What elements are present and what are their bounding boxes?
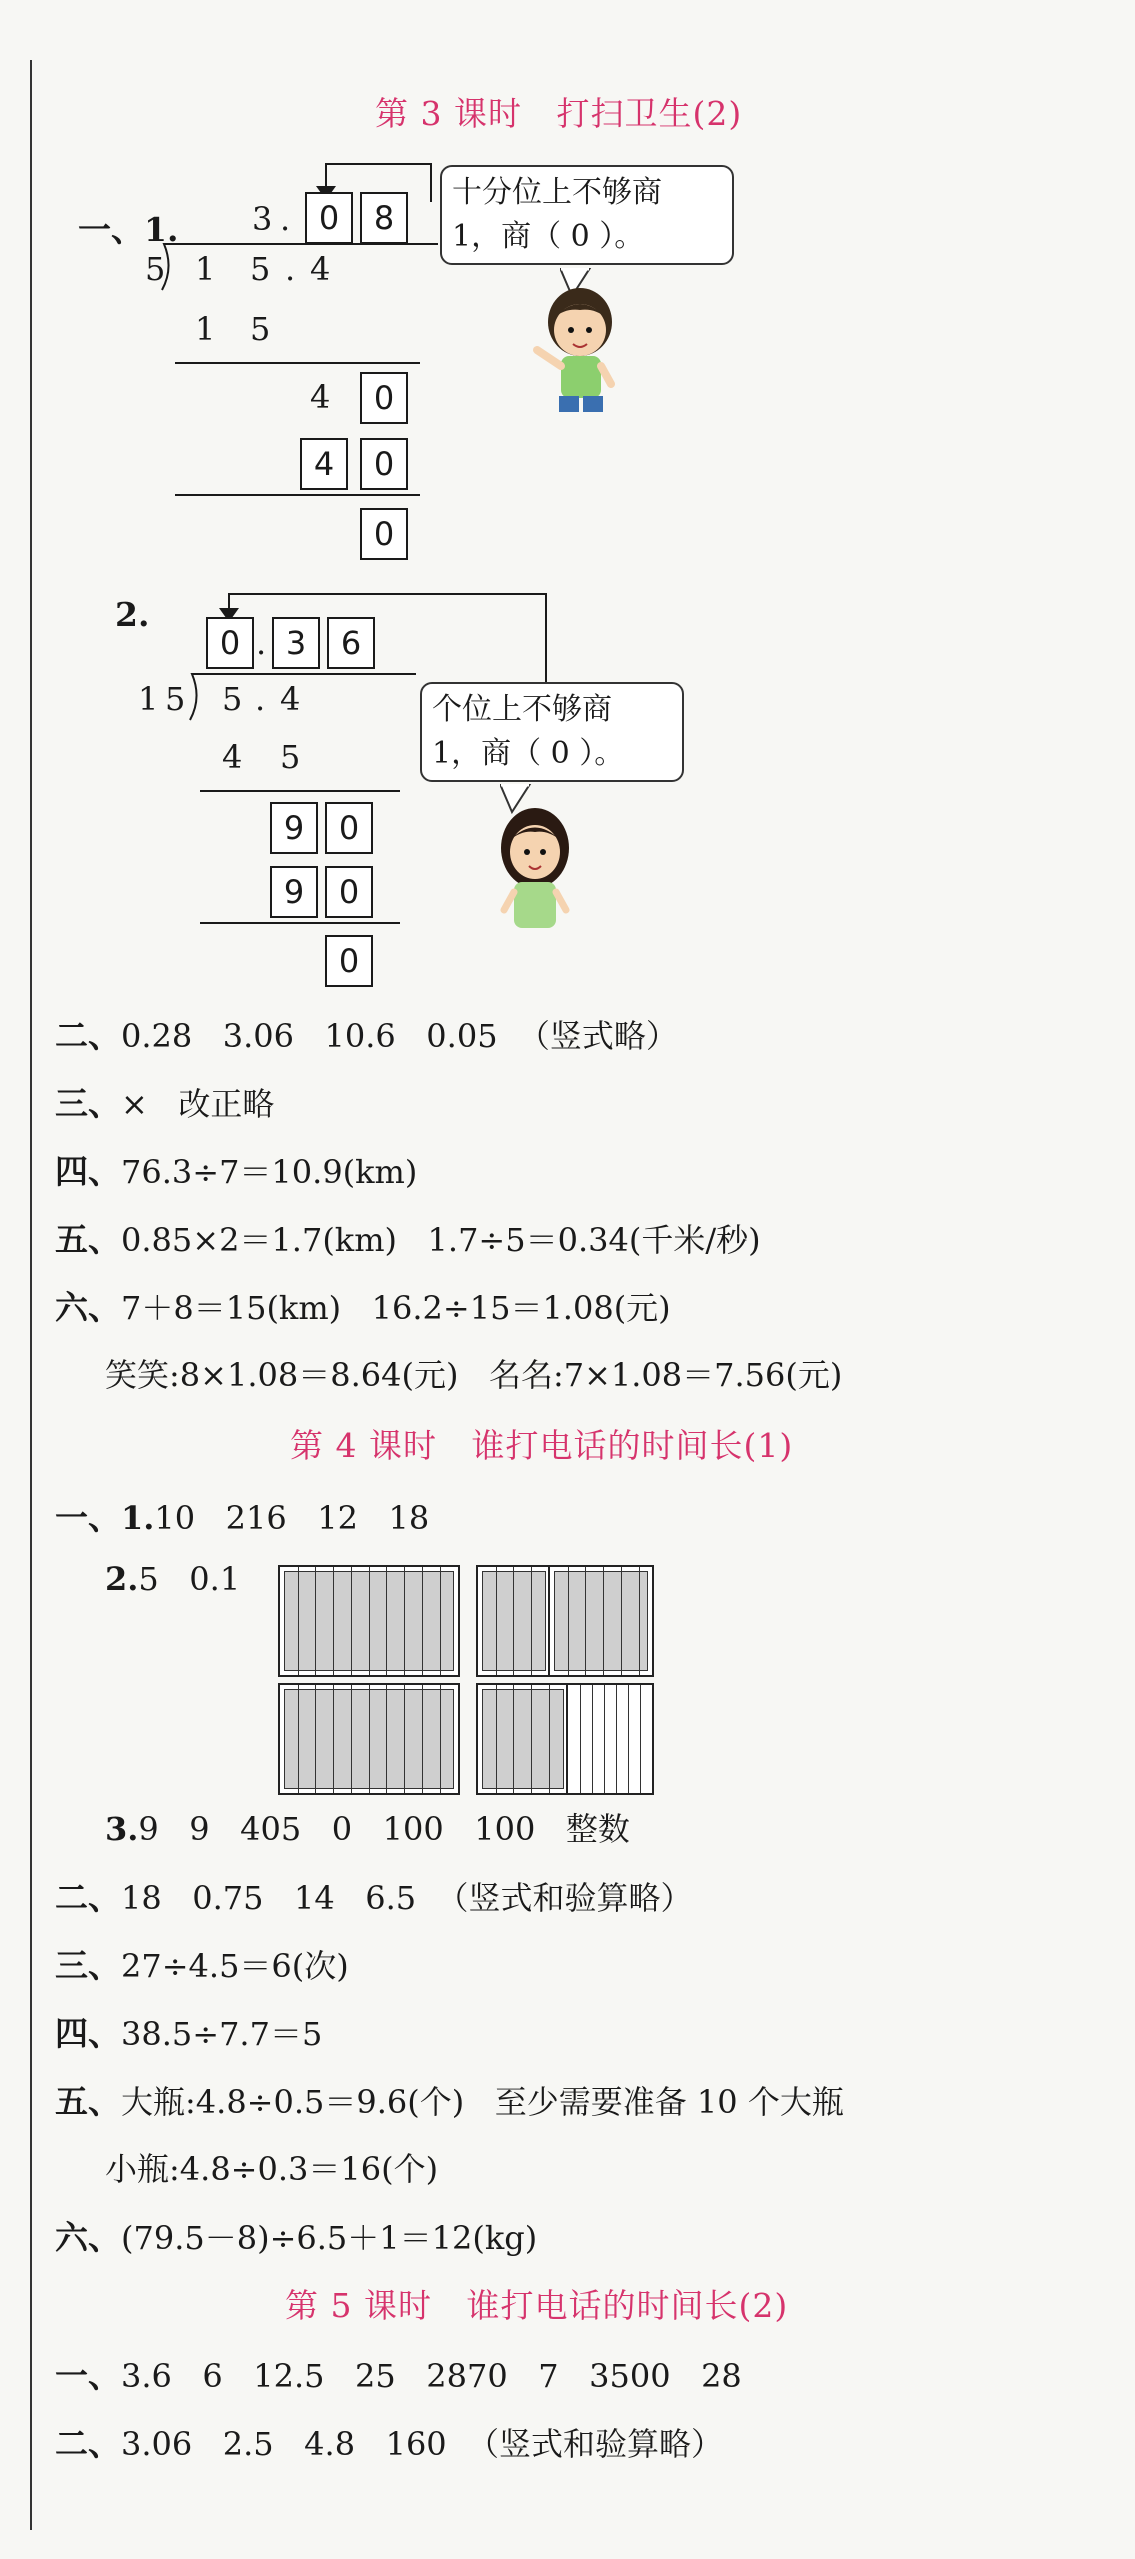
answer-line <box>55 1010 678 1057</box>
answer-line <box>55 1940 349 1987</box>
q1-dividend-digit: 5 <box>250 250 271 288</box>
q1-step3-box: 4 <box>300 438 348 490</box>
q2-remainder-box: 0 <box>325 935 373 987</box>
bubble-line: 1，商（ 0 ）。 <box>432 736 625 771</box>
q2-speech-bubble <box>420 682 684 782</box>
answer-line <box>55 2418 723 2465</box>
grid-panel <box>548 1565 654 1677</box>
lesson4-title: 第 4 课时 谁打电话的时间长(1) <box>290 1426 794 1465</box>
q1-speech-bubble <box>440 165 734 265</box>
girl-character-icon <box>490 800 580 940</box>
answer-text: 3.06 2.5 4.8 160 （竖式和验算略） <box>121 2425 724 2463</box>
answer-text: 10 216 12 18 <box>154 1499 430 1537</box>
q2-subtract-line <box>200 922 400 924</box>
q1-quotient-box: 8 <box>360 192 408 244</box>
q2-dividend-digit: 5 <box>222 680 243 718</box>
bubble-line: 1，商（ 0 ）。 <box>452 219 645 254</box>
answer-label: 五、 <box>55 2082 121 2121</box>
bubble-line: 十分位上不够商 <box>452 175 662 210</box>
answer-line <box>55 1282 671 1329</box>
q1-arrow-vertical-right <box>430 165 432 202</box>
answer-text: 18 0.75 14 6.5 （竖式和验算略） <box>121 1879 693 1917</box>
q1-step3-box: 0 <box>360 438 408 490</box>
answer-text: 0.85×2＝1.7(km) 1.7÷5＝0.34(千米/秒) <box>121 1221 761 1259</box>
answer-label: 二、 <box>55 2424 121 2463</box>
q2-step1-digit: 5 <box>280 738 301 776</box>
q1-remainder-box: 0 <box>360 508 408 560</box>
shaded-area <box>482 1571 546 1671</box>
answer-text: 3.6 6 12.5 25 2870 7 3500 28 <box>121 2357 742 2395</box>
shaded-area <box>482 1689 564 1789</box>
grid-panel <box>476 1683 570 1795</box>
lesson4-q1-line <box>55 1492 429 1539</box>
grid-panel <box>278 1683 460 1795</box>
answer-text: 7＋8＝15(km) 16.2÷15＝1.08(元) <box>121 1289 671 1327</box>
q2-step3-box: 9 <box>270 866 318 918</box>
answer-label: 三、 <box>55 1084 121 1123</box>
question-number: 1. <box>121 1499 155 1537</box>
page-margin-line <box>30 60 32 2530</box>
answer-text: 76.3÷7＝10.9(km) <box>121 1153 418 1191</box>
answer-text: 小瓶:4.8÷0.3＝16(个) <box>105 2150 439 2188</box>
q2-arrow-horizontal <box>228 593 547 595</box>
grid-panel <box>566 1683 654 1795</box>
q1-step2-box: 0 <box>360 372 408 424</box>
q2-quotient-box: 0 <box>206 617 254 669</box>
answer-text: 38.5÷7.7＝5 <box>121 2015 323 2053</box>
q2-subtract-line <box>200 790 400 792</box>
bubble-line: 个位上不够商 <box>432 692 612 727</box>
answer-text: 27÷4.5＝6(次) <box>121 1947 349 1985</box>
q1-arrow-horizontal <box>325 163 432 165</box>
answer-line <box>55 2076 844 2123</box>
answer-line <box>55 1078 274 1125</box>
answer-label: 三、 <box>55 1946 121 1985</box>
q2-dividend-digit: 4 <box>280 680 301 718</box>
answer-label: 二、 <box>55 1878 121 1917</box>
grid-panel <box>278 1565 460 1677</box>
q2-quotient-point: . <box>256 624 267 662</box>
q1-quotient-digit: 3 <box>252 200 273 238</box>
question-number: 3. <box>105 1810 139 1848</box>
q2-quotient-box: 6 <box>327 617 375 669</box>
q1-dividend-digit: 4 <box>310 250 331 288</box>
question-number: 2. <box>105 1560 139 1598</box>
q1-step2-digit: 4 <box>310 378 331 416</box>
answer-text: × 改正略 <box>121 1085 275 1123</box>
answer-line <box>55 2008 322 2055</box>
q1-quotient-box: 0 <box>305 192 353 244</box>
q2-arrow-vertical-right <box>545 595 547 683</box>
q1-divisor: 5 <box>145 250 166 288</box>
lesson4-q2-line <box>105 1560 240 1598</box>
part1-label: 一、 <box>77 210 144 249</box>
answer-line <box>55 2350 742 2397</box>
boy-character-icon <box>525 280 625 415</box>
answer-label: 四、 <box>55 1152 121 1191</box>
q2-step3-box: 0 <box>325 866 373 918</box>
grid-panel <box>476 1565 552 1677</box>
answer-label: 一、 <box>55 2356 121 2395</box>
q1-step1-digit: 1 <box>195 310 216 348</box>
answer-line <box>105 1350 842 1396</box>
answer-line <box>55 2212 537 2259</box>
q2-dividend-point: . <box>255 680 266 718</box>
answer-text: 9 9 405 0 100 100 整数 <box>138 1810 630 1848</box>
q2-step2-box: 9 <box>270 802 318 854</box>
answer-text: (79.5－8)÷6.5＋1＝12(kg) <box>121 2219 538 2257</box>
answer-line <box>55 1214 761 1261</box>
answer-label: 六、 <box>55 2218 121 2257</box>
q2-divisor-digit: 1 <box>138 680 159 718</box>
q2-divisor-digit: 5 <box>165 680 186 718</box>
lesson5-title: 第 5 课时 谁打电话的时间长(2) <box>285 2286 789 2325</box>
answer-text: 0.28 3.06 10.6 0.05 （竖式略） <box>121 1017 678 1055</box>
q1-step1-digit: 5 <box>250 310 271 348</box>
answer-label: 四、 <box>55 2014 121 2053</box>
q2-quotient-box: 3 <box>272 617 320 669</box>
q2-step1-digit: 4 <box>222 738 243 776</box>
question2-number: 2. <box>115 595 150 634</box>
q1-subtract-line <box>175 494 420 496</box>
lesson3-part1-label <box>55 165 178 251</box>
q2-step2-box: 0 <box>325 802 373 854</box>
answer-line <box>55 1872 692 1919</box>
answer-label: 五、 <box>55 1220 121 1259</box>
question1-number: 1. <box>143 210 179 249</box>
answer-label: 六、 <box>55 1288 121 1327</box>
q1-dividend-point: . <box>285 250 296 288</box>
answer-line <box>105 2144 438 2190</box>
q1-quotient-point: . <box>280 200 291 238</box>
q1-subtract-line <box>175 362 420 364</box>
answer-label: 一、 <box>55 1498 121 1537</box>
answer-text: 大瓶:4.8÷0.5＝9.6(个) 至少需要准备 10 个大瓶 <box>121 2083 844 2121</box>
answer-text: 笑笑:8×1.08＝8.64(元) 名名:7×1.08＝7.56(元) <box>105 1356 843 1394</box>
answer-label: 二、 <box>55 1016 121 1055</box>
q1-dividend-digit: 1 <box>195 250 216 288</box>
answer-line <box>55 1146 417 1193</box>
answer-text: 5 0.1 <box>138 1560 241 1598</box>
lesson4-q3-line <box>105 1804 630 1850</box>
lesson3-title: 第 3 课时 打扫卫生(2) <box>375 94 743 133</box>
